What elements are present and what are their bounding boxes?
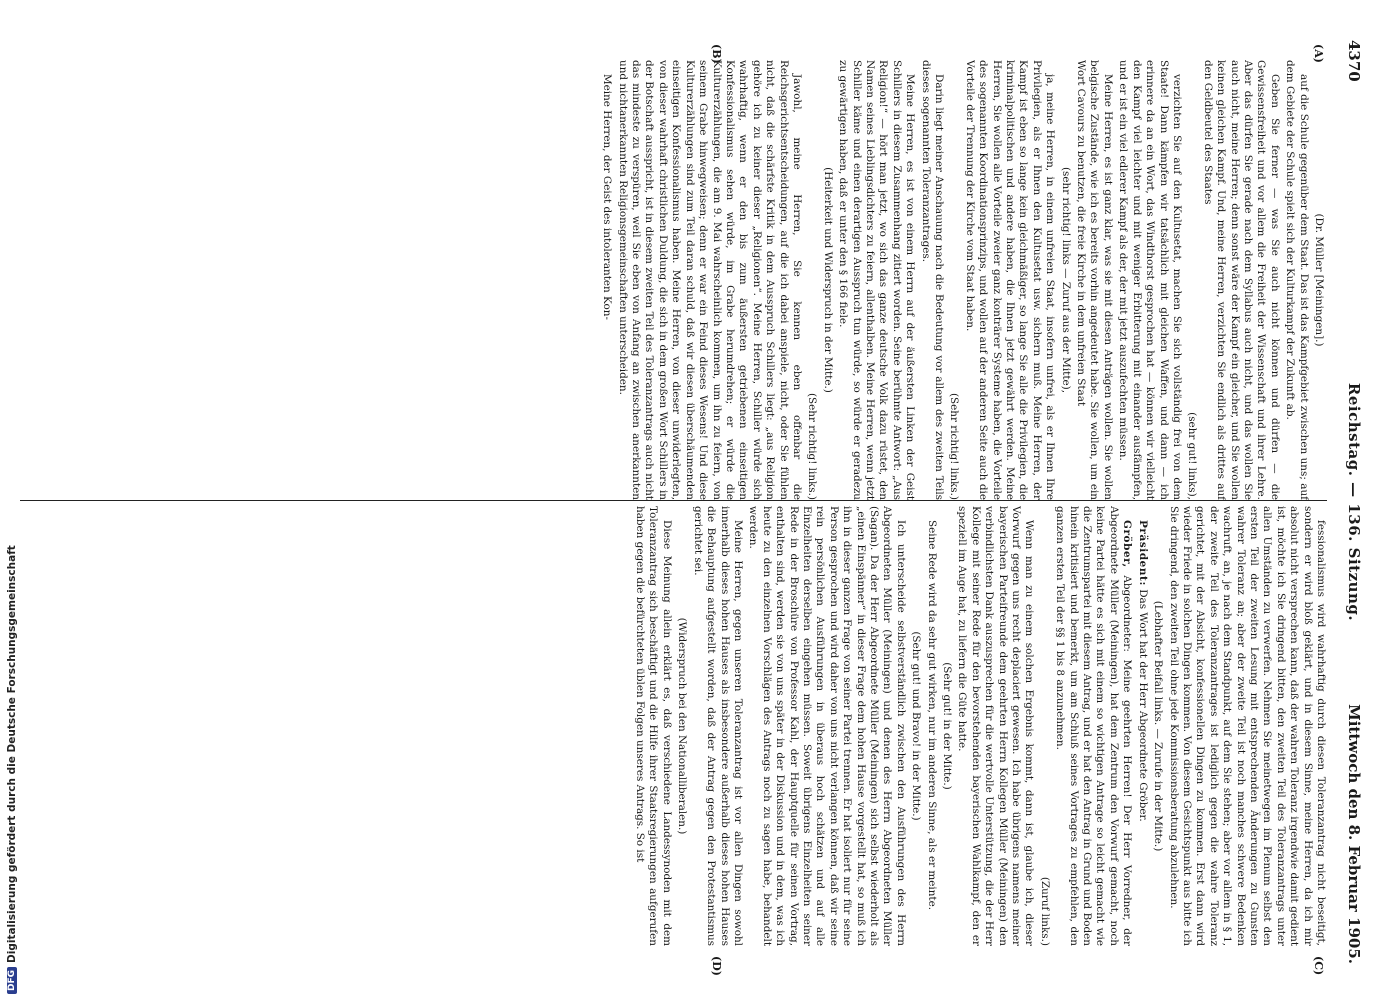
interjection: (Sehr richtig! links.) [948,392,961,500]
right-column [20,506,1327,946]
interjection: (Widerspruch bei den Nationalliberalen.) [676,617,689,835]
paragraph: Seine Rede wird da sehr gut wirken, nur im anderen Sinne, als er meinte. [925,520,938,911]
speaker-name: Präsident: [1136,520,1149,586]
paragraph: Wenn man zu einem solchen Ergebnis kommt, dann ist, glaube ich, dieser Vorwurf gegen uns recht deplaciert gewesen. Ich habe übrigens namens meiner bayerischen Parteifreunde dem geehrten Herrn Kollegen Müller (Meiningen) den verbindlichsten Dank auszusprechen für die wertvolle Unterstützung, die der Herr Kollege mit seiner Rede für den bevorstehenden bayerischen Wahlkampf, den er speziell im Auge hat, zu liefern die Güte hatte. [956,506,1036,946]
speaker-name: Gröber, [1121,520,1134,568]
paragraph: Jawohl, meine Herren, Sie kennen eben offenbar die Reichsgerichtsentscheidungen, auf die ich dabei anspiele, nicht, oder Sie fühlen nicht, daß die schärfste Kritik in dem Ausspruch Schillers liegt: „aus Religion gehöre ich zu keiner dieser „Religionen“. Meine Herren, Schiller würde sich wahrhaftig, wenn er den bis zum äußersten getriebenen einseitigen Konfessionalismus sehen würde, im Grabe herumdrehen; er würde die Kulturerzählungen, die am 9. Mai wahrscheinlich kommen, um ihn zu feiern, von seinem Grabe hinwegweisen; denn er war ein Feind dieses Wesens! Und diese Kulturerzählungen sind zum Teil daran schuld, daß wir diesen überschäumenden einseitigen Konfessionalismus haben. Meine Herren, von dieser unwiderlegten, von dieser wahrhaft christlichen Duldung, die sich in dem großen Wort Schillers in der Botschaft ausspricht, ist in diesem zweiten Teil des Toleranzantrags auch nicht das mindeste zu verspüren, weil Sie eben von Anfang an zwischen anerkannten und nichtanerkannten Religionsgemeinschaften unterscheiden. [616,60,803,500]
paragraph: Darin liegt meiner Anschauung nach die Bedeutung vor allem des zweiten Teils dieses sogenannten Toleranzantrages. [919,60,946,500]
page-header [1339,40,1369,964]
paragraph: fessionalismus wird wahrhaftig durch diesen Toleranzantrag nicht beseitigt, sondern er wird bloß geklärt, und in diesem Sinne, meine Herren, da ich mir absolut nicht versprechen kann, daß der wahren Toleranz irgendwie damit gedient ist, möchte ich Sie dringend bitten, den zweiten Teil des Toleranzantrags unter allen Umständen zu verwerfen. Nehmen Sie meinetwegen im Plenum selbst den ersten Teil der zweiten Lesung mit entsprechenden Änderungen zu Gunsten wahrer Toleranz an; aber der zweite Teil ist noch manches schwere Bedenken wachruft, an, je nach dem Standpunkt, auf dem Sie stehen; aber vor allem in § 1, der zweite Teil des Toleranzantrages ist lediglich gegen die wahre Toleranz gerichtet, mit der Absicht, konfessionellen Dingen zu kommen. Erst dann wird wieder Friede in solchen Dingen kommen. Von diesem Gesichtspunkt aus bitte ich Sie dringend, den zweiten Teil ohne jede Kommissionsberatung abzulehnen. [1167,506,1327,946]
left-column [20,60,1327,500]
interjection: (Heiterkeit und Widerspruch in der Mitte.) [821,167,834,393]
interjection: (Lebhafter Beifall links. — Zurufe in der Mitte.) [1152,600,1165,852]
credit-text: Digitalisierung gefördert durch die Deutsche Forschungsgemeinschaft [6,545,18,963]
interjection: (Sehr richtig! links.) [806,392,819,500]
speech-text: Das Wort hat der Herr Abgeordnete Gröber. [1136,589,1149,822]
interjection: (Sehr gut! und Bravo! in der Mitte.) [910,631,923,821]
paragraph: auf die Schule gegenüber dem Staat. Das ist das Kampfgebiet zwischen uns; auf dem Gebiete der Schule spielt sich der Kulturkampf der Zukunft ab. [1284,60,1310,500]
interjection: (Sehr gut! in der Mitte.) [941,662,954,790]
dfg-logo: DFG [7,967,17,994]
speech-text: Abgeordneter: Meine geehrten Herren! Der Herr Vorredner, der Abgeordnete Müller (Meiningen), hat dem Zentrum den Vorwurf gemacht, noch keine Partei hätte es sich mit einem so wichtigen Antrage so leicht gemacht wie die Zentrumspartei mit diesem Antrag, und er hat den Antrag in Grund und Boden hinein kritisiert und bemerkt, um am Schluß seines Vortrages zu empfehlen, den ganzen ersten Teil der §§ 1 bis 8 anzunehmen. [1054,506,1134,946]
paragraph: Meine Herren, gegen unseren Toleranzantrag ist vor allen Dingen sowohl innerhalb dieses hohen Hauses als insbesondere außerhalb dieses hohen Hauses die Behauptung aufgestellt worden, daß der Antrag gegen den Protestantismus gerichtet sei. [691,506,744,946]
interjection: (sehr richtig! links — Zuruf aus der Mitte), [1059,166,1072,394]
paragraph: Ich unterscheide selbstverständlich zwischen den Ausführungen des Herrn Abgeordneten Müller (Meiningen) und denen des Herrn Abgeordneten Müller (Sagan). Da der Herr Abgeordnete Müller (Meiningen) sich selbst wiederholt als „einen Einspänner“ in dieser Frage dem hohen Hause vorgestellt hat, so muß ich ihn in dieser ganzen Frage von seiner Partei trennen. Er hat isoliert nur für seine Person gesprochen und wird daher von uns nicht verlangen können, daß wir seine rein persönlichen Ausführungen in überaus hoch schätzen und auf alle Einzelheiten derselben eingehen müssen. Soweit übrigens Einzelheiten seiner Rede in der Broschüre von Professor Kahl, der Hauptquelle für seinen Vortrag, enthalten sind, werden sie von uns später in der Diskussion und in dem, was ich heute zu den einzelnen Vorschlägen des Antrags noch zu sagen habe, behandelt werden. [747,506,907,946]
speaker-paragraph [1135,506,1148,946]
paragraph: Geben Sie ferner — was Sie auch nicht können und dürfen — die Gewissensfreiheit und vor allem die Freiheit der Wissenschaft und ihrer Lehre. Aber das dürfen Sie gerade nach dem Syllabus auch nicht, und das wollen Sie auch nicht, meine Herren; denn sonst wäre der Kampf ein gleicher, und Sie wollen keinen gleichen Kampf. Und, meine Herren, verzichten Sie endlich als drittes auf den Geldbeutel des Staates [1201,60,1281,500]
speaker-paragraph [1053,506,1133,946]
margin-marker-a: (A) [1312,44,1325,63]
running-title: Reichstag. — 136. Sitzung. [1345,382,1363,622]
interjection: (Zuruf links.) [1038,876,1051,946]
paragraph: Meine Herren, der Geist des intoleranten Kon- [601,74,614,320]
margin-marker-d: (D) [710,956,723,976]
paragraph: ja, meine Herren, in einem unfreien Staat, insofern unfrei, als er Ihnen Ihre Privilegien, als er Ihnen den Kultusetat usw. sichern muß. Meine Herren, der Kampf ist eben so lange kein gleichmäßiger, so lange Sie alle die Privilegien, die kriminalpolitischen und andere haben, die Ihnen jetzt gewährt werden. Meine Herren, Sie wollen alle Vorteile zweier ganz konträrer Systeme haben, die Vorteile des sogenannten Koordinationsprinzips, und wollen auf der anderen Seite auch die Vorteile der Trennung der Kirche vom Staat haben. [963,60,1057,500]
interjection: (sehr gut! links), [1186,412,1199,500]
margin-marker-b: (B) [710,44,723,64]
interjection: (Dr. Müller [Meiningen].) [1313,213,1325,347]
margin-marker-c: (C) [1312,956,1325,976]
paragraph: Diese Meinung allein erklärt es, daß verschiedene Landessynoden mit dem Toleranzantrag sich beschäftigt und die Hilfe ihrer Staatsregierungen aufgerufen haben gegen die befürchteten üblen Folgen unseres Antrags. So ist [634,506,673,946]
paragraph: Meine Herren, es ist von einem Herrn auf der äußersten Linken der Geist Schillers in diesem Zusammenhang zitiert worden. Seine berühmte Antwort: „Aus Religion!“ — hört man jetzt, wo sich das ganze deutsche Volk dazu rüstet, den Namen seines Lieblingsdichters zu feiern, allenthalben. Meine Herren, wenn jetzt Schiller käme und einen derartigen Ausspruch tun würde, so würde er geradezu zu gewärtigen haben, daß er unter den § 166 fiele. [837,60,917,500]
paragraph: verzichten Sie auf den Kultusetat, machen Sie sich vollständig frei von dem Staate! Dann kämpfen wir tatsächlich mit gleichen Waffen, und dann — ich erinnere da an ein Wort, das Windthorst gesprochen hat — können wir vielleicht den Kampf viel leichter und mit weniger Erbitterung mit einander ausfämpfen, und er ist ein viel edlerer Kampf als der, der mit jetzt auszufechten müssen. [1117,60,1183,500]
paragraph: Meine Herren, es ist ganz klar, was sie mit diesen Anträgen wollen. Sie wollen belgische Zustände, wie ich es bereits vorhin angedeutet habe. Sie wollen, um ein Wort Cavours zu benutzen, die freie Kirche in dem unfreien Staat [1075,60,1114,500]
session-date: Mittwoch den 8. Februar 1905. [1345,704,1363,964]
column-divider [20,500,1327,501]
page-number: 4370 [1345,40,1363,82]
digitization-credit [6,545,18,994]
